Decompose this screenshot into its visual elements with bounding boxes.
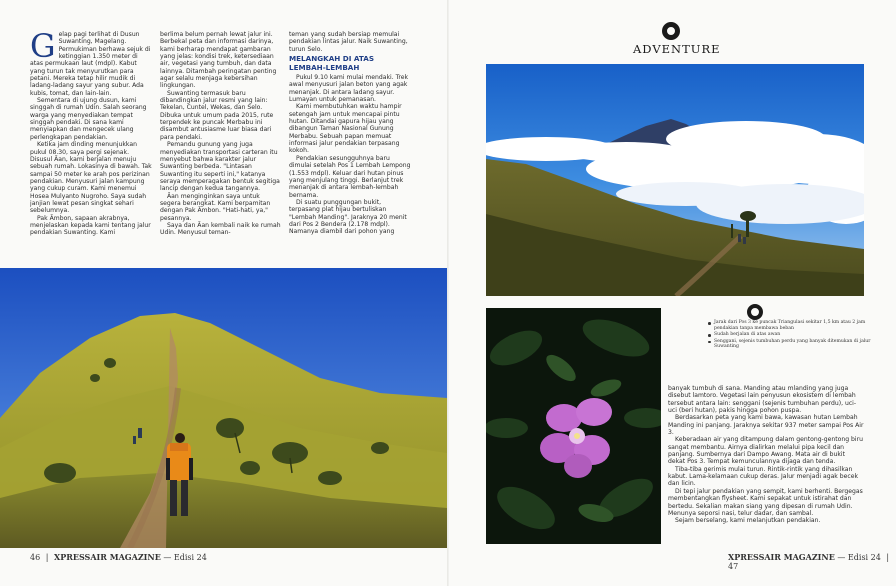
drop-cap: G <box>30 31 56 65</box>
paragraph: Tiba-tiba gerimis mulai turun. Rintik-rintik yang dihasilkan kabut. Lama-kelamaan cukup deras. Jalur menjadi agak becek dan licin. <box>668 465 859 488</box>
caption-item: Senggani, sejenis tumbuhan perdu yang banyak ditemukan di jalur Suwanting <box>708 339 873 350</box>
paragraph: Di suatu punggungan bukit, terpasang plat hijau bertuliskan "Lembah Manding". Jaraknya 20 menit dari Pos 2 Bendera (2.178 mdpl). Namanya diambil dari pohon yang <box>289 198 407 236</box>
paragraph: Pendakian sesungguhnya baru dimulai setelah Pos 1 Lembah Lempong (1.553 mdpl). Keluar dari hutan pinus yang menjulang tinggi. Berlanjut trek menanjak di antara lembah-lembah bernama. <box>289 154 411 199</box>
paragraph: Pak Ãmbon, sapaan akrabnya, menjelaskan kepada kami tentang jalur pendakian Suwanting. Kami <box>30 214 151 237</box>
article-column-3 <box>289 31 411 259</box>
article-column-4 <box>668 385 864 545</box>
edition-label: — Edisi 24 <box>837 553 881 562</box>
senggani-flower-photo <box>486 308 661 544</box>
paragraph: banyak tumbuh di sana. Manding atau mlanding yang juga disebut lamtoro. Vegetasi lain penyusun ekosistem di lembah tersebut antara lain: senggani (sejenis tumbuhan perdu), uci-uci (beri hutan), pakis hingga pohon puspa. <box>668 385 857 415</box>
article-column-2 <box>160 31 282 259</box>
paragraph: Pemandu gunung yang juga menyediakan transportasi carteran itu menyebut bahwa karakter jalur Suwanting berbeda. "Lintasan Suwanting itu seperti ini," katanya seraya memperagakan bentuk segitiga lancip dengan kedua tangannya. <box>160 141 280 193</box>
magazine-name: XPRESSAIR MAGAZINE <box>728 552 835 562</box>
magazine-name: XPRESSAIR MAGAZINE <box>53 552 161 562</box>
page-number: 47 <box>728 562 739 571</box>
right-page-footer: XPRESSAIR MAGAZINE — Edisi 24 | 47 <box>728 552 890 571</box>
paragraph: Sementara di ujung dusun, kami singgah di rumah Udin. Salah seorang warga yang menyediakan tempat singgah pendaki. Di sana kami menyiapkan dan mengecek ulang perlengkapan pendakian. <box>30 97 147 141</box>
left-page-footer: 46 | XPRESSAIR MAGAZINE — Edisi 24 <box>30 552 207 562</box>
mountain-clouds-photo <box>486 64 864 296</box>
paragraph: Keberadaan air yang ditampung dalam gentong-gentong biru sangat membantu. Airnya dialirkan melalui pipa kecil dan panjang. Sumbernya dari Dampo Awang. Mata air di bukit dekat Pos 3. Tempat kemunculannya dijaga dan tenda. <box>668 436 863 466</box>
paragraph: Sejam berselang, kami melanjutkan pendakian. <box>675 517 821 525</box>
caption-item: Jarak dari Pos 3 ke puncak Triangulasi sekitar 1,5 km atau 2 jam pendakian tanpa membawa beban <box>708 320 873 331</box>
paragraph: Ãan menginginkan saya untuk segera berangkat. Kami berpamitan dengan Pak Ãmbon. "Hati-hati, ya," pesannya. <box>160 192 271 222</box>
photo-captions <box>708 320 873 351</box>
page-number: 46 <box>30 553 41 562</box>
paragraph: Ketika jam dinding menunjukkan pukul 08.30, saya pergi sejenak. Disusul Ãan, kami berjalan menuju sebuah rumah. Lokasinya di bawah. Tak sampai 50 meter ke arah pos perizinan pendakian. Menyusuri jalan kampung yang cukup curam. Kami menemui Hosea Mulyanto Nugroho. Saya sudah janjian lewat pesan singkat sehari sebelumnya. <box>30 141 152 215</box>
article-column-1 <box>30 31 152 259</box>
paragraph: Saya dan Ãan kembali naik ke rumah Udin. Menyusul teman- <box>160 221 281 237</box>
paragraph: Berdasarkan peta yang kami bawa, kawasan hutan Lembah Manding ini panjang. Jaraknya sekitar 937 meter sampai Pos Air 3. <box>668 414 864 437</box>
hiker-ridge-photo <box>0 268 447 548</box>
paragraph: Suwanting termasuk baru dibandingkan jalur resmi yang lain: Tekelan, Cuntel, Wekas, dan Selo. Dibuka untuk umum pada 2015, rute terpendek ke puncak Merbabu ini disambut antusiasme luar biasa dari para pendaki. <box>160 89 274 141</box>
caption-item: Sudah berjalan di atas awan <box>708 332 873 338</box>
paragraph: Kami membutuhkan waktu hampir setengah jam untuk mencapai pintu hutan. Ditandai gapura hijau yang dibangun Taman Nasional Gunung Merbabu. Sebuah papan memuat informasi jalur pendakian terpasang kokoh. <box>289 103 402 155</box>
paragraph: berlima belum pernah lewat jalur ini. Berbekal peta dan informasi darinya, kami berharap mendapat gambaran yang jelas: kondisi trek, ketersediaan air, vegetasi yang tumbuh, dan data lainnya. Ditambah peringatan penting agar selalu menjaga kebersihan lingkungan. <box>160 31 277 90</box>
section-subheading: MELANGKAH DI ATAS LEMBAH-LEMBAH <box>289 54 374 72</box>
caption-ring-icon <box>747 304 763 320</box>
section-title: ADVENTURE <box>633 42 721 56</box>
paragraph: teman yang sudah bersiap memulai pendakian lintas jalur. Naik Suwanting, turun Selo. <box>289 31 408 53</box>
paragraph: elap pagi terlihat di Dusun Suwanting, Magelang. Permukiman berhawa sejuk di ketinggian 1.350 meter di atas permukaan laut (mdpl). Kabut yang turun tak menyurutkan para petani. Mereka tetap hilir mudik di ladang-ladang sayur yang subur. Ada kubis, tomat, dan lain-lain. <box>30 31 151 97</box>
page-gutter <box>447 0 449 586</box>
section-ring-icon <box>662 22 680 40</box>
paragraph: Di tepi jalur pendakian yang sempit, kami berhenti. Bergegas membentangkan flysheet. Kami sepakat untuk istirahat dan bertedu. Sekalian makan siang yang dipesan di rumah Udin. Menunya seporsi nasi, telur dadar, dan sambal. <box>668 487 863 517</box>
paragraph: Pukul 9.10 kami mulai mendaki. Trek awal menyusuri jalan beton yang agak menanjak. Di antara ladang sayur. Lumayan untuk pemanasan. <box>289 74 409 104</box>
edition-label: — Edisi 24 <box>163 553 207 562</box>
